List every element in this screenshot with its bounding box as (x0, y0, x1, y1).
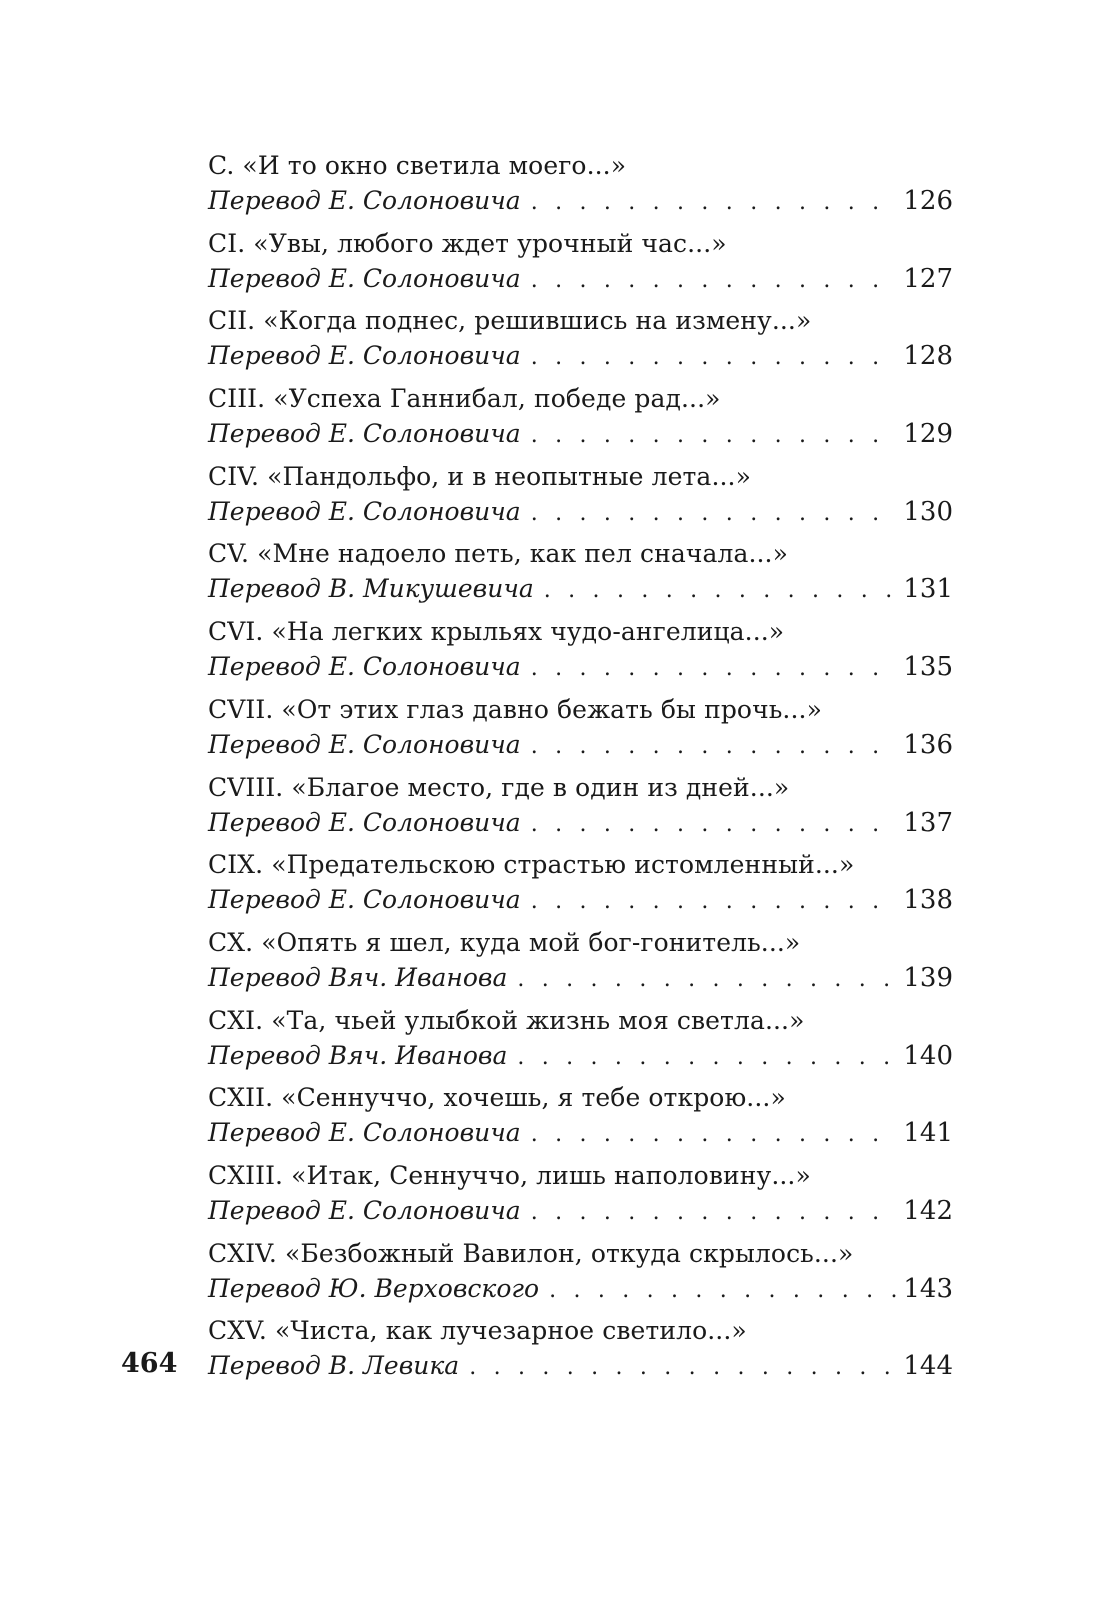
toc-entry (208, 1003, 953, 1081)
toc-line (208, 805, 953, 840)
dot-leader (531, 185, 898, 220)
dot-leader (517, 962, 897, 997)
toc-entry (208, 692, 953, 770)
toc-entry (208, 770, 953, 848)
poem-title: CXV. «Чиста, как лучезарное светило...» (208, 1316, 747, 1346)
translator: Перевод Е. Солоновича (208, 885, 521, 915)
toc-entry (208, 925, 953, 1003)
dot-leader (531, 729, 898, 764)
toc-line (208, 1115, 953, 1150)
translator: Перевод Е. Солоновича (208, 652, 521, 682)
poem-title: CXIII. «Итак, Сеннуччо, лишь наполовину...» (208, 1160, 811, 1190)
page-ref: 142 (903, 1195, 953, 1226)
poem-title: CII. «Когда поднес, решившись на измену...» (208, 306, 812, 336)
translator: Перевод В. Левика (208, 1351, 460, 1381)
poem-title: CVII. «От этих глаз давно бежать бы прочь...» (208, 694, 822, 724)
dot-leader (531, 418, 898, 453)
toc-entry (208, 381, 953, 459)
toc-entry (208, 226, 953, 304)
page-ref: 127 (903, 263, 953, 294)
dot-leader (531, 263, 898, 298)
dot-leader (544, 573, 898, 608)
toc-line (208, 960, 953, 995)
page-ref: 143 (903, 1273, 953, 1304)
page-ref: 144 (903, 1351, 953, 1382)
page-ref: 140 (903, 1040, 953, 1071)
toc-entry (208, 1236, 953, 1314)
page-ref: 129 (903, 419, 953, 450)
translator: Перевод Е. Солоновича (208, 263, 521, 293)
poem-title: CI. «Увы, любого ждет урочный час...» (208, 228, 727, 258)
toc-line (208, 1271, 953, 1306)
toc-line (208, 1348, 953, 1383)
translator: Перевод Е. Солоновича (208, 341, 521, 371)
dot-leader (517, 1040, 897, 1075)
dot-leader (531, 1195, 898, 1230)
page-number: 464 (121, 1348, 178, 1379)
table-of-contents (208, 148, 953, 1391)
toc-line (208, 571, 953, 606)
dot-leader (531, 1117, 898, 1152)
toc-line (208, 261, 953, 296)
translator: Перевод Ю. Верховского (208, 1273, 540, 1303)
translator: Перевод Е. Солоновича (208, 186, 521, 215)
dot-leader (531, 340, 898, 375)
translator: Перевод Е. Солоновича (208, 807, 521, 837)
dot-leader (531, 807, 898, 842)
page-ref: 141 (903, 1118, 953, 1149)
translator: Перевод Е. Солоновича (208, 1118, 521, 1148)
dot-leader (531, 884, 898, 919)
page-ref: 136 (903, 729, 953, 760)
toc-entry (208, 303, 953, 381)
translator: Перевод Е. Солоновича (208, 1195, 521, 1225)
poem-title: CV. «Мне надоело петь, как пел сначала...» (208, 539, 788, 569)
dot-leader (549, 1273, 897, 1308)
poem-title: CIX. «Предательскою страстью истомленный...» (208, 850, 855, 880)
toc-entry (208, 614, 953, 692)
page-ref: 128 (903, 341, 953, 372)
translator: Перевод Е. Солоновича (208, 419, 521, 449)
toc-line (208, 882, 953, 917)
toc-entry (208, 1313, 953, 1391)
toc-line (208, 649, 953, 684)
page-ref: 131 (903, 574, 953, 605)
page-ref: 139 (903, 962, 953, 993)
poem-title: CVI. «На легких крыльях чудо-ангелица...» (208, 617, 785, 647)
toc-entry (208, 1158, 953, 1236)
poem-title: C. «И то окно светила моего...» (208, 151, 627, 180)
page-ref: 137 (903, 807, 953, 838)
poem-title: CXI. «Та, чьей улыбкой жизнь моя светла...» (208, 1005, 805, 1035)
poem-title: CX. «Опять я шел, куда мой бог-гонитель...» (208, 927, 801, 957)
toc-line (208, 416, 953, 451)
poem-title: CXIV. «Безбожный Вавилон, откуда скрылось...» (208, 1238, 854, 1268)
dot-leader (531, 651, 898, 686)
toc-entry (208, 1080, 953, 1158)
poem-title: CXII. «Сеннуччо, хочешь, я тебе открою...» (208, 1083, 786, 1113)
translator: Перевод В. Микушевича (208, 574, 534, 604)
dot-leader (469, 1350, 897, 1385)
toc-entry (208, 536, 953, 614)
page-ref: 138 (903, 885, 953, 916)
poem-title: CVIII. «Благое место, где в один из дней...» (208, 772, 790, 802)
toc-line (208, 183, 953, 218)
poem-title: CIV. «Пандольфо, и в неопытные лета...» (208, 461, 751, 491)
poem-title: CIII. «Успеха Ганнибал, победе рад...» (208, 384, 721, 414)
translator: Перевод Вяч. Иванова (208, 1040, 508, 1070)
toc-line (208, 1193, 953, 1228)
translator: Перевод Вяч. Иванова (208, 962, 508, 992)
translator: Перевод Е. Солоновича (208, 496, 521, 526)
toc-line (208, 338, 953, 373)
toc-entry (208, 459, 953, 537)
page-ref: 126 (903, 186, 953, 216)
page-ref: 135 (903, 652, 953, 683)
toc-entry (208, 847, 953, 925)
toc-line (208, 727, 953, 762)
dot-leader (531, 496, 898, 531)
page-ref: 130 (903, 496, 953, 527)
toc-line (208, 1038, 953, 1073)
toc-entry (208, 148, 953, 226)
toc-line (208, 494, 953, 529)
translator: Перевод Е. Солоновича (208, 729, 521, 759)
